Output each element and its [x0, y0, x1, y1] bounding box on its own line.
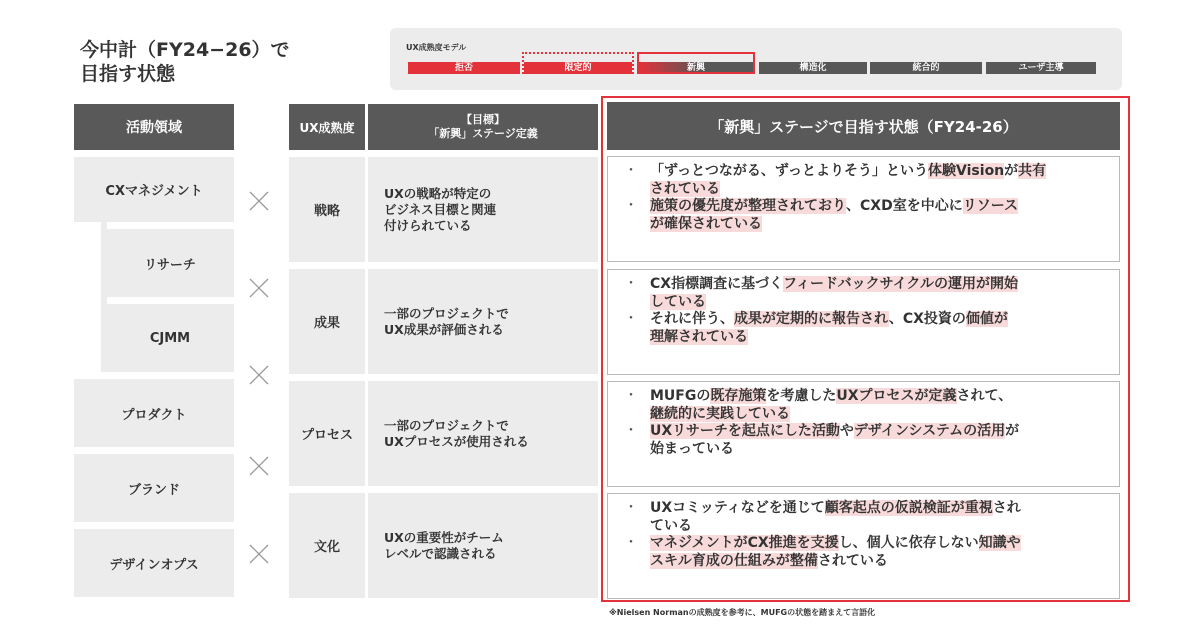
goal-text: [650, 423, 1105, 458]
goal-item: [622, 388, 1105, 423]
stage-strategy: 戦略: [289, 157, 365, 262]
cross-icon: [249, 365, 269, 385]
bullet-icon: ・: [624, 163, 638, 179]
goal-text: [650, 500, 1105, 535]
text-run: それに伴う、: [650, 311, 734, 327]
activity-cx-management: CXマネジメント: [74, 157, 234, 222]
goals-outcome: [607, 269, 1120, 375]
goal-item: [622, 423, 1105, 458]
cross-icon: [249, 544, 269, 564]
text-run: や: [839, 423, 854, 439]
header-goal-definition: 【目標】 「新興」ステージ定義: [368, 104, 598, 150]
goals-process: [607, 381, 1120, 487]
footnote: ※Nielsen Normanの成熟度を参考に、MUFGの状態を踏まえて言語化: [609, 608, 876, 617]
goal-text: [650, 388, 1105, 423]
text-run: 「ずっとつながる、ずっとよりそう」という: [650, 163, 929, 179]
highlighted-text: マネジメントがCX推進を支援: [650, 535, 839, 551]
goal-item: [622, 500, 1105, 535]
highlighted-text: 成果が定期的に報告され: [734, 311, 889, 327]
goals-culture: [607, 493, 1120, 599]
highlighted-text: 継続的に実践している: [650, 405, 790, 422]
definition-culture: UXの重要性がチーム レベルで認識される: [368, 493, 598, 598]
maturity-model-panel: [390, 28, 1122, 90]
text-run: が 始まっている: [650, 423, 1020, 457]
limited-stage-dotted-frame: [522, 52, 634, 74]
highlighted-text: 共有 されている: [650, 163, 1047, 197]
text-run: されている: [817, 552, 888, 569]
goal-text: [650, 163, 1105, 198]
text-run: され ている: [650, 500, 1021, 534]
highlighted-text: 価値が 理解されている: [650, 311, 1008, 345]
text-run: が: [1004, 163, 1019, 179]
stage-culture: 文化: [289, 493, 365, 598]
highlighted-text: デザインシステムの活用: [853, 423, 1006, 439]
activity-brand: ブランド: [74, 454, 234, 522]
activity-product: プロダクト: [74, 379, 234, 447]
page-title: 今中計（FY24−26）で 目指す状態: [80, 39, 290, 85]
goal-item: [622, 276, 1105, 311]
goal-item: [622, 311, 1105, 346]
highlighted-text: 体験Vision: [928, 163, 1005, 179]
highlighted-text: フィードバックサイクルの運用が開始 している: [650, 276, 1018, 310]
highlighted-text: 既存施策: [710, 388, 767, 404]
highlighted-text: 顧客起点の仮説検証が重視: [824, 500, 993, 516]
goal-text: [650, 535, 1105, 570]
bullet-icon: ・: [624, 535, 638, 551]
text-run: CX指標調査に基づく: [650, 276, 784, 292]
text-run: 、CXD室を中心に: [846, 198, 963, 214]
maturity-model-label: UX成熟度モデル: [406, 43, 467, 52]
goal-text: [650, 276, 1105, 311]
text-run: されて、: [956, 388, 1013, 404]
stage-user-driven: ユーザ主導: [986, 62, 1096, 74]
highlighted-text: リソース が確保されている: [650, 198, 1019, 232]
bullet-icon: ・: [624, 198, 638, 214]
stage-limited: 限定的: [524, 62, 632, 74]
bullet-icon: ・: [624, 388, 638, 404]
cross-icon: [249, 278, 269, 298]
goal-item: [622, 198, 1105, 233]
highlighted-text: UXプロセスが定義: [836, 388, 957, 404]
text-run: MUFGの: [650, 388, 711, 404]
highlighted-text: 知識や スキル育成の仕組みが整備: [650, 535, 1021, 569]
highlighted-text: 施策の優先度が整理されており: [650, 198, 846, 214]
cross-icon: [249, 456, 269, 476]
header-activity: 活動領域: [74, 104, 234, 150]
text-run: し、個人に依存しない: [838, 535, 979, 551]
activity-research: リサーチ: [106, 229, 234, 297]
text-run: UXコミッティなどを通じて: [650, 500, 825, 516]
text-run: 、CX投資の: [888, 311, 966, 327]
definition-strategy: UXの戦略が特定の ビジネス目標と関連 付けられている: [368, 157, 598, 262]
stage-outcome: 成果: [289, 269, 365, 374]
goals-strategy: [607, 156, 1120, 262]
bullet-icon: ・: [624, 423, 638, 439]
goal-item: [622, 535, 1105, 570]
bullet-icon: ・: [624, 311, 638, 327]
stage-structured: 構造化: [759, 62, 867, 74]
stage-emerging: 新興: [639, 62, 753, 74]
definition-process: 一部のプロジェクトで UXプロセスが使用される: [368, 381, 598, 486]
definition-outcome: 一部のプロジェクトで UX成果が評価される: [368, 269, 598, 374]
bullet-icon: ・: [624, 500, 638, 516]
highlighted-text: UXリサーチを起点にした活動: [650, 423, 840, 439]
stage-reject: 拒否: [408, 62, 520, 74]
goal-item: [622, 163, 1105, 198]
activity-design-ops: デザインオプス: [74, 529, 234, 597]
cross-icon: [249, 191, 269, 211]
emerging-stage-frame: [637, 52, 755, 74]
stage-process: プロセス: [289, 381, 365, 486]
goal-text: [650, 198, 1105, 233]
text-run: を考慮した: [766, 388, 837, 404]
goal-text: [650, 311, 1105, 346]
stage-integrated: 統合的: [870, 62, 982, 74]
activity-cjmm: CJMM: [106, 304, 234, 372]
bullet-icon: ・: [624, 276, 638, 292]
header-maturity: UX成熟度: [289, 104, 365, 150]
header-target-state: 「新興」ステージで目指す状態（FY24-26）: [607, 102, 1120, 150]
